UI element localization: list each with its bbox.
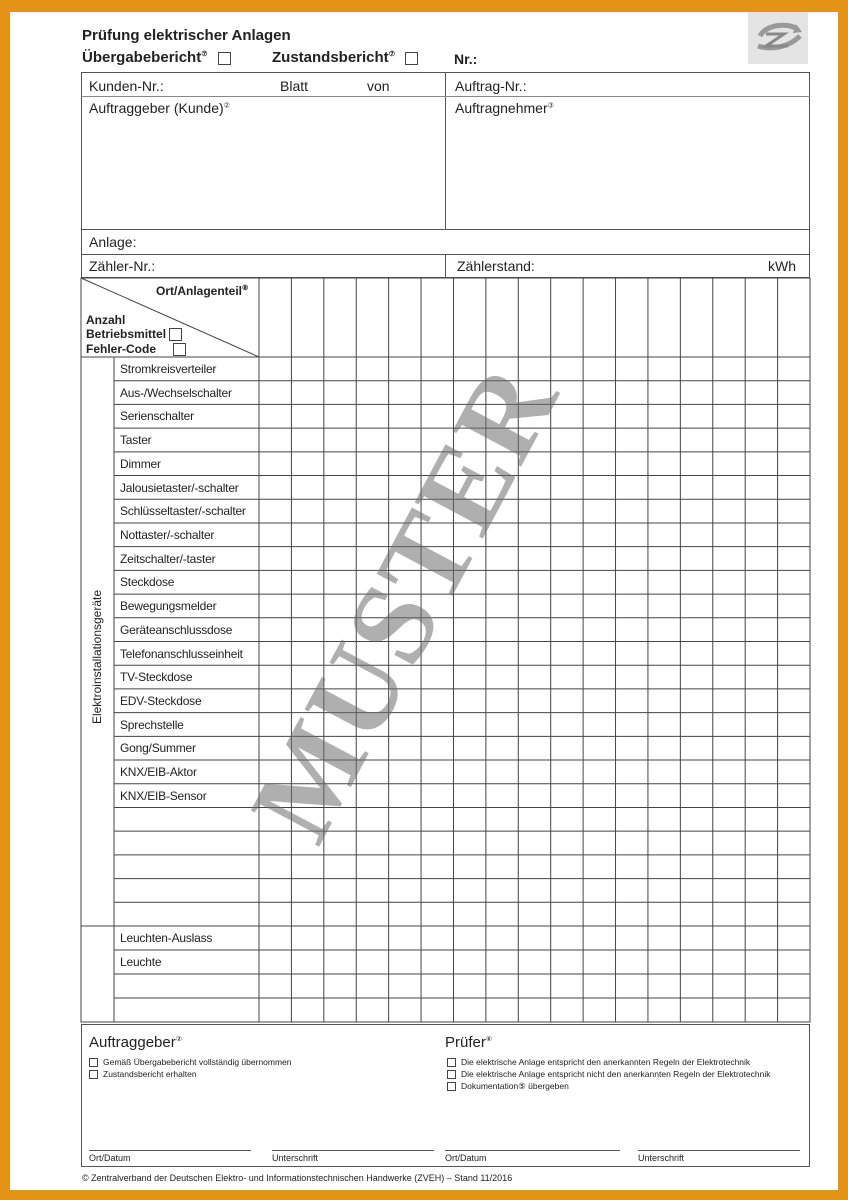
footer-auftraggeber-text: Auftraggeber (89, 1034, 176, 1051)
copyright: © Zentralverband der Deutschen Elektro- und Informationstechnischen Handwerke (ZVEH) – Stand 11/2016 (82, 1173, 513, 1183)
kwh-label: kWh (768, 258, 796, 274)
section1-item: KNX/EIB-Aktor (120, 765, 197, 780)
section1-label: Elektroinstallationsgeräte (90, 589, 104, 725)
pr-unterschrift: Unterschrift (638, 1153, 685, 1163)
pr-option-1-checkbox[interactable] (447, 1058, 456, 1067)
zaehler-nr-label: Zähler-Nr.: (89, 258, 156, 274)
pr-option-3-checkbox[interactable] (447, 1082, 456, 1091)
anzahl-label: Anzahl (86, 313, 126, 327)
ort-sup: ⑧ (242, 285, 249, 292)
section2-item: Leuchten-Auslass (120, 931, 213, 945)
section1-item: Stromkreisverteiler (120, 362, 217, 376)
anlage-label: Anlage: (89, 234, 137, 250)
fehler-code-checkbox[interactable] (173, 343, 186, 356)
section2-item: Leuchte (120, 955, 162, 969)
auftragnehmer-text: Auftragnehmer (455, 100, 548, 116)
ag-unterschrift: Unterschrift (272, 1153, 319, 1163)
section1-item: Serienschalter (120, 409, 194, 424)
ag-option-1-checkbox[interactable] (89, 1058, 98, 1067)
ubergabe-label: Übergabebericht (82, 49, 202, 66)
pr-option-3[interactable] (447, 1081, 569, 1092)
kunden-nr-label: Kunden-Nr.: (89, 78, 164, 94)
betriebsmittel-checkbox[interactable] (169, 328, 182, 341)
section1-item: Steckdose (120, 575, 175, 590)
footer-auftraggeber-sup: ② (175, 1036, 183, 1043)
pr-option-1[interactable] (447, 1057, 750, 1067)
auftrag-nr-label: Auftrag-Nr.: (455, 78, 527, 94)
ubergabe-sup: ⑦ (201, 51, 208, 58)
section1-item: Sprechstelle (120, 717, 184, 732)
von-label: von (367, 78, 390, 94)
section1-item: Nottaster/-schalter (120, 527, 215, 542)
ort-label (156, 284, 248, 298)
fehler-code-row (86, 342, 186, 356)
pr-option-2-checkbox[interactable] (447, 1070, 456, 1079)
footer-pruefer-text: Prüfer (445, 1034, 486, 1051)
ag-option-2-text: Zustandsbericht erhalten (103, 1069, 197, 1079)
pr-ort-datum: Ort/Datum (445, 1153, 487, 1163)
section1-item: Aus-/Wechselschalter (120, 385, 232, 400)
section1-item: Dimmer (120, 456, 161, 471)
ag-ort-datum: Ort/Datum (89, 1153, 131, 1163)
section1-item: Schlüsseltaster/-schalter (120, 504, 246, 519)
footer-pruefer (445, 1034, 492, 1051)
sig-line-4 (638, 1150, 800, 1151)
footer-pruefer-sup: ⑥ (485, 1036, 493, 1043)
zaehlerstand-label: Zählerstand: (457, 258, 535, 274)
auftragnehmer-sup: ③ (547, 102, 554, 110)
pr-option-2[interactable] (447, 1069, 771, 1079)
zustand-label: Zustandsbericht (272, 49, 389, 66)
form-page (10, 12, 838, 1190)
section1-item: Jalousietaster/-schalter (120, 480, 239, 495)
form-title: Prüfung elektrischer Anlagen (82, 27, 291, 44)
muster-watermark: MUSTER (225, 342, 584, 861)
pr-option-1-text: Die elektrische Anlage entspricht den anerkannten Regeln der Elektrotechnik (461, 1057, 751, 1067)
ag-option-2[interactable] (89, 1069, 197, 1079)
fehler-code-text: Fehler-Code (86, 342, 157, 356)
sig-line-2 (272, 1150, 434, 1151)
sig-line-1 (89, 1150, 251, 1151)
pr-option-3-text: Dokumentation⑤ übergeben (461, 1081, 569, 1091)
ag-option-2-checkbox[interactable] (89, 1070, 98, 1079)
section1-item: Telefonanschlusseinheit (120, 646, 243, 661)
ag-option-1[interactable] (89, 1057, 292, 1067)
section1-item: EDV-Steckdose (120, 693, 202, 708)
section1-item: KNX/EIB-Sensor (120, 788, 207, 803)
section1-item: Zeitschalter/-taster (120, 551, 216, 566)
ort-text: Ort/Anlagenteil (156, 284, 243, 298)
ag-option-1-text: Gemäß Übergabebericht vollständig übernommen (103, 1057, 292, 1067)
section1-item: Taster (120, 433, 152, 448)
blatt-label: Blatt (280, 78, 309, 94)
betriebsmittel-row (86, 327, 182, 341)
auftraggeber-sup: ② (223, 102, 230, 110)
footer-auftraggeber (89, 1034, 182, 1051)
betriebsmittel-text: Betriebsmittel (86, 327, 167, 341)
section1-item: Geräteanschlussdose (120, 622, 233, 637)
pr-option-2-text: Die elektrische Anlage entspricht nicht den anerkannten Regeln der Elektrotechnik (461, 1069, 771, 1079)
nr-label: Nr.: (454, 51, 478, 67)
section1-item: TV-Steckdose (120, 670, 193, 685)
section1-item: Gong/Summer (120, 741, 196, 756)
sig-line-3 (445, 1150, 620, 1151)
zustand-sup: ⑦ (388, 51, 395, 58)
section1-item: Bewegungsmelder (120, 599, 217, 614)
auftraggeber-text: Auftraggeber (Kunde) (89, 100, 224, 116)
